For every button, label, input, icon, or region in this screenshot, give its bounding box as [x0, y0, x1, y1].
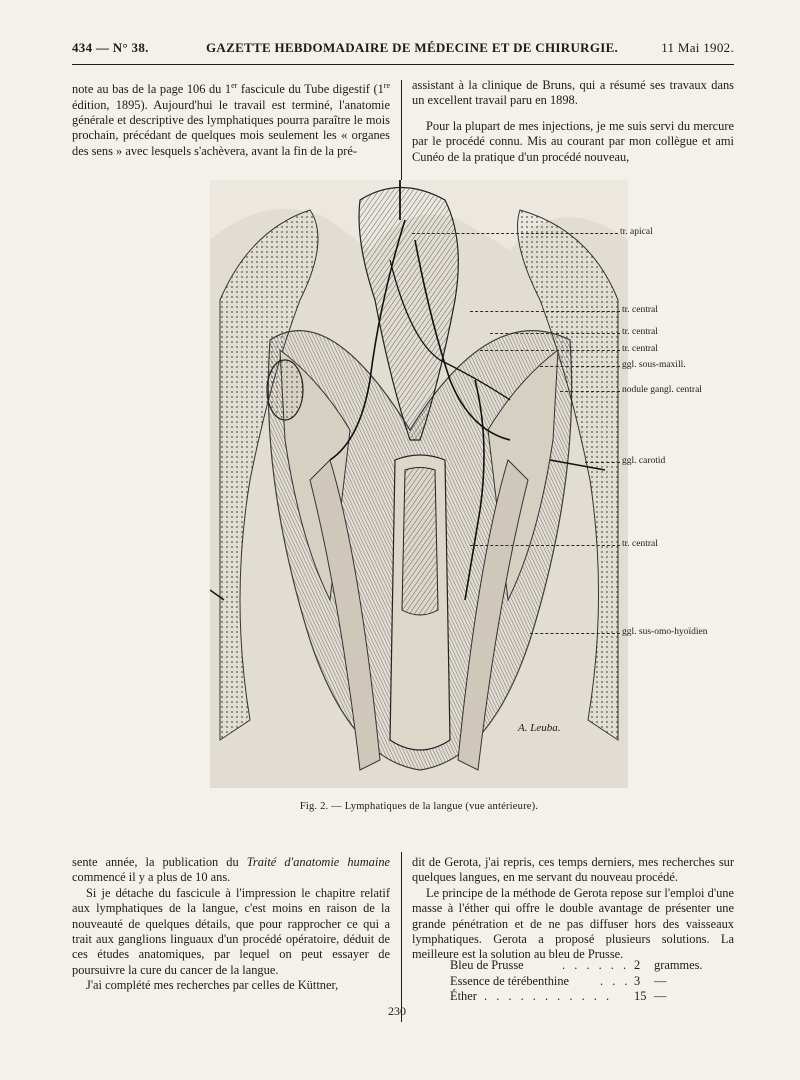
label-tr-central-1: tr. central	[622, 305, 658, 315]
leader-apical	[412, 233, 618, 234]
top-left-paragraph: note au bas de la page 106 du 1er fascicule du Tube digestif (1re édition, 1895). Aujourd'hui le travail est terminé, l'anatomie générale et descriptive des lymphatiques pourra paraître le mois prochain, précédant de quelques mois seulement les « organes des sens » avec lesquels s'achèvera, avant la fin de la pré-	[72, 81, 390, 158]
formula-row: Éther . . . . . . . . . . . 15 —	[450, 989, 667, 1003]
leader-sus-omo	[530, 633, 620, 634]
formula-table	[450, 958, 720, 1005]
bottom-left-column	[72, 855, 390, 994]
formula-row: Bleu de Prusse . . . . . . 2 grammes.	[450, 958, 703, 972]
leader-central-4	[470, 545, 620, 546]
leader-carotid	[585, 462, 620, 463]
artist-signature: A. Leuba.	[518, 722, 561, 734]
label-tr-central-4: tr. central	[622, 539, 658, 549]
leader-nodule	[560, 391, 620, 392]
bottom-left-paragraph-2: Si je détache du fascicule à l'impression le chapitre relatif aux lymphatiques de la langue, c'est moins en raison de la nouveauté de quelques détails, que pour rapprocher ce qui a trait aux ganglions linguaux d'un procédé opératoire, déduit de ces études anatomiques, par lequel on peut essayer de poursuivre la cure du cancer de la langue.	[72, 885, 390, 977]
bottom-right-paragraph-1: dit de Gerota, j'ai repris, ces temps derniers, mes recherches sur quelques langues, en me servant du nouveau procédé.	[412, 855, 734, 885]
formula-row: Essence de térébenthine . . . 3 —	[450, 973, 667, 988]
journal-title: GAZETTE HEBDOMADAIRE DE MÉDECINE ET DE CHIRURGIE.	[206, 40, 619, 55]
column-divider-top	[401, 80, 402, 180]
running-header	[72, 40, 734, 62]
label-tr-central-2: tr. central	[622, 327, 658, 337]
figure-caption: Fig. 2. — Lymphatiques de la langue (vue antérieure).	[299, 801, 539, 812]
issue-date: 11 Mai 1902.	[661, 40, 734, 55]
label-ggl-carotid: ggl. carotid	[622, 456, 666, 466]
leader-central-1	[470, 311, 620, 312]
label-tr-apical: tr. apical	[620, 227, 653, 237]
leader-central-3	[480, 350, 620, 351]
leader-sous-maxill	[540, 366, 620, 367]
page-issue-number: 434 — N° 38.	[72, 40, 149, 55]
bottom-right-column	[412, 855, 734, 963]
label-tr-central-3: tr. central	[622, 344, 658, 354]
label-ggl-sous-maxill: ggl. sous-maxill.	[622, 360, 686, 370]
label-nodule-gangl-central: nodule gangl. central	[622, 385, 702, 395]
leader-central-2	[490, 333, 620, 334]
top-left-column	[72, 78, 390, 159]
page-number: 230	[388, 1004, 406, 1018]
top-right-paragraph-1: assistant à la clinique de Bruns, qui a résumé ses travaux dans un excellent travail paru en 1898.	[412, 78, 734, 108]
bottom-left-paragraph-1: sente année, la publication du Traité d'anatomie humaine commencé il y a plus de 10 ans.	[72, 855, 391, 885]
anatomical-illustration	[210, 180, 628, 788]
header-rule	[72, 64, 734, 65]
top-right-column	[412, 78, 734, 165]
label-ggl-sus-omo-hyoidien: ggl. sus-omo-hyoïdien	[622, 627, 708, 637]
bottom-right-paragraph-2: Le principe de la méthode de Gerota repose sur l'emploi d'une masse à l'éther qui offre le double avantage de présenter une grande pénétration et de ne pas diffuser hors des vaisseaux lymphatiques. Gerota a proposé plusieurs solutions. La meilleure est la solution au bleu de Prusse.	[412, 885, 734, 962]
top-right-paragraph-2: Pour la plupart de mes injections, je me suis servi du mercure par le procédé connu. Mis au courant par mon collègue et ami Cunéo de la pratique d'un procédé nouveau,	[412, 118, 734, 164]
lymphatics-drawing	[210, 180, 628, 788]
column-divider-bottom	[401, 852, 402, 1022]
bottom-left-paragraph-3: J'ai complété mes recherches par celles de Küttner,	[86, 978, 339, 993]
